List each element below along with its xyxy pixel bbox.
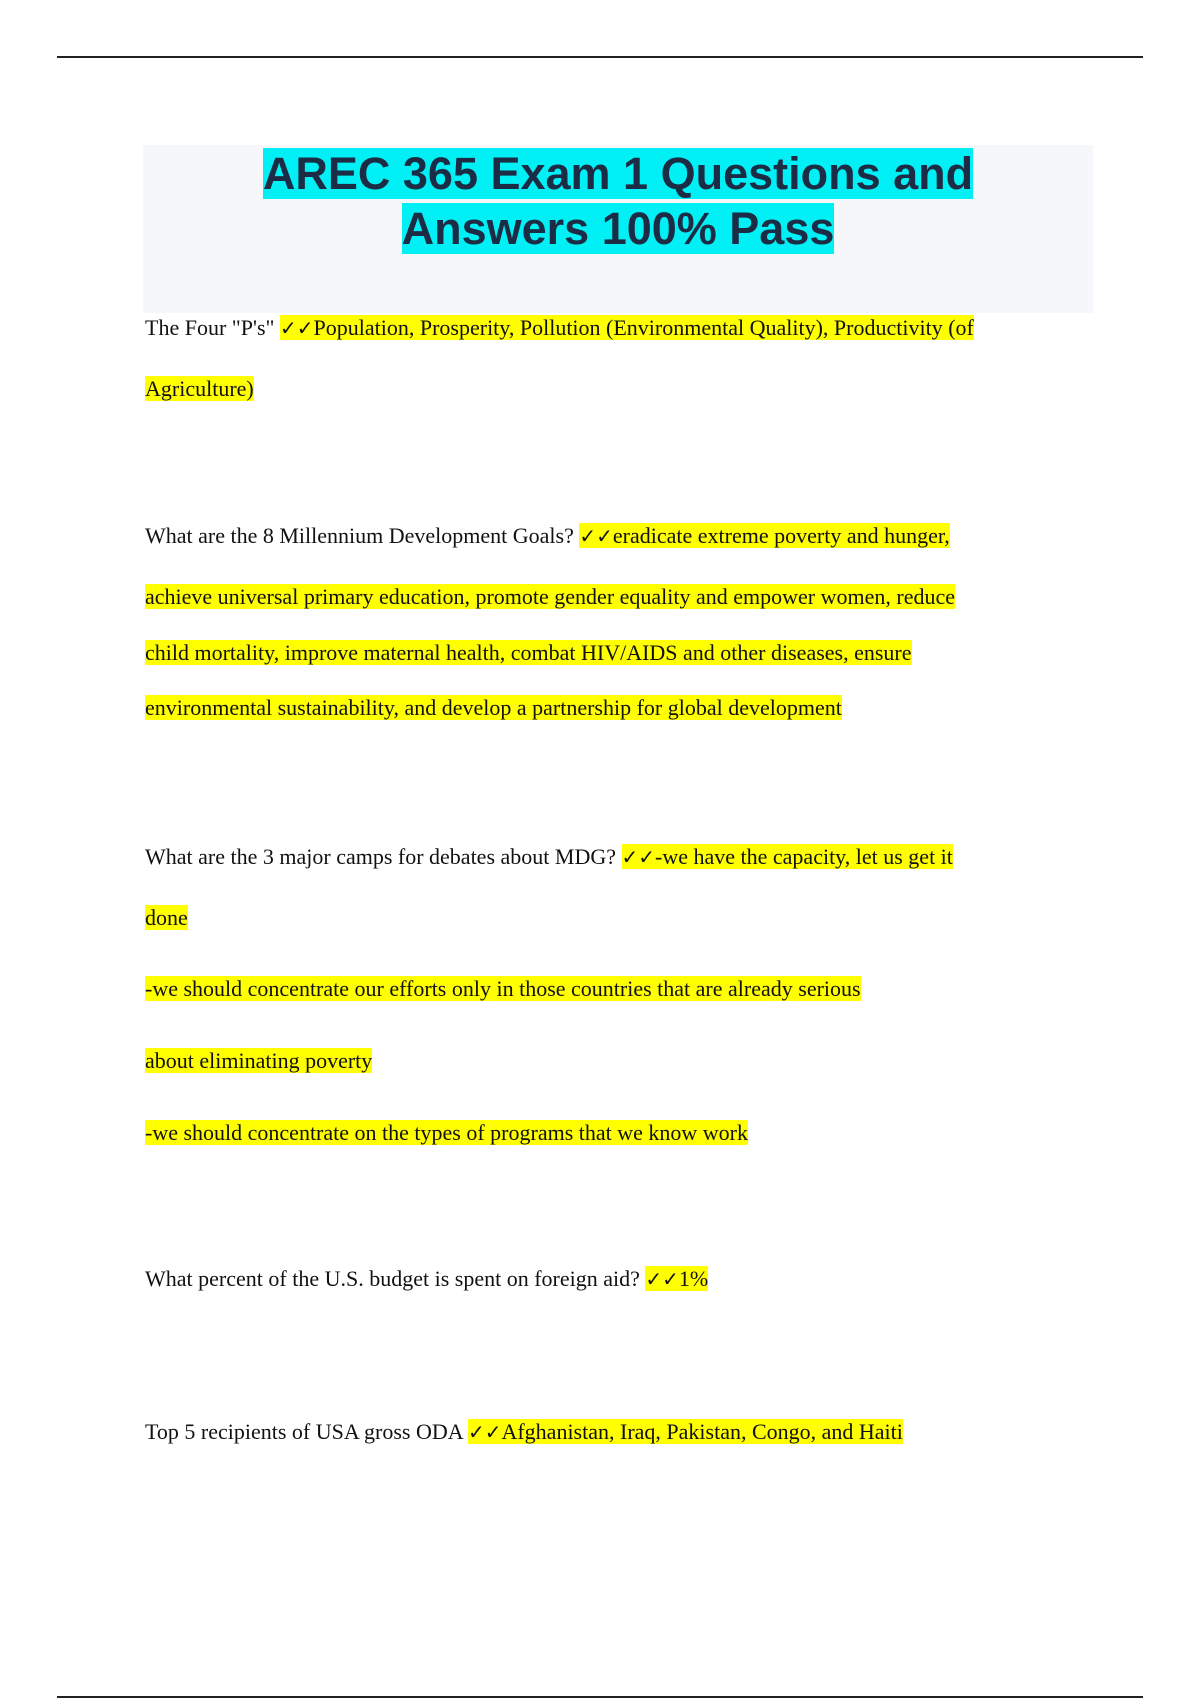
checkmark-icon: ✓✓	[579, 524, 613, 548]
answer-text: -we should concentrate on the types of programs that we know work	[145, 1120, 749, 1145]
answer-text: ✓✓-we have the capacity, let us get it	[621, 844, 953, 869]
answer-text: environmental sustainability, and develop a partnership for global development	[145, 695, 842, 720]
title-line-1: AREC 365 Exam 1 Questions and	[262, 148, 974, 199]
checkmark-icon: ✓✓	[280, 316, 314, 340]
answer-text: -we should concentrate our efforts only in those countries that are already serious	[145, 976, 861, 1001]
answer-text: ✓✓Afghanistan, Iraq, Pakistan, Congo, and Haiti	[467, 1419, 903, 1444]
top-rule	[57, 56, 1143, 58]
answer-text: child mortality, improve maternal health, combat HIV/AIDS and other diseases, ensure	[145, 640, 912, 665]
bottom-rule	[57, 1696, 1143, 1698]
question-text: The Four "P's"	[145, 315, 275, 340]
answer-text: done	[145, 905, 188, 930]
checkmark-icon: ✓✓	[645, 1267, 679, 1291]
answer-text: Agriculture)	[145, 376, 254, 401]
question-text: What are the 3 major camps for debates about MDG?	[145, 844, 616, 869]
answer-text: ✓✓1%	[645, 1266, 709, 1291]
checkmark-icon: ✓✓	[621, 845, 656, 869]
page-title	[143, 146, 1093, 256]
answer-text: ✓✓eradicate extreme poverty and hunger,	[579, 523, 950, 548]
question-text: Top 5 recipients of USA gross ODA	[145, 1419, 463, 1444]
title-line-2: Answers 100% Pass	[401, 203, 835, 254]
answer-text: about eliminating poverty	[145, 1048, 373, 1073]
question-text: What percent of the U.S. budget is spent on foreign aid?	[145, 1266, 640, 1291]
answer-text: ✓✓Population, Prosperity, Pollution (Environmental Quality), Productivity (of	[280, 315, 974, 340]
checkmark-icon: ✓✓	[467, 1420, 502, 1444]
answer-text: achieve universal primary education, promote gender equality and empower women, reduce	[145, 584, 956, 609]
question-text: What are the 8 Millennium Development Goals?	[145, 523, 574, 548]
